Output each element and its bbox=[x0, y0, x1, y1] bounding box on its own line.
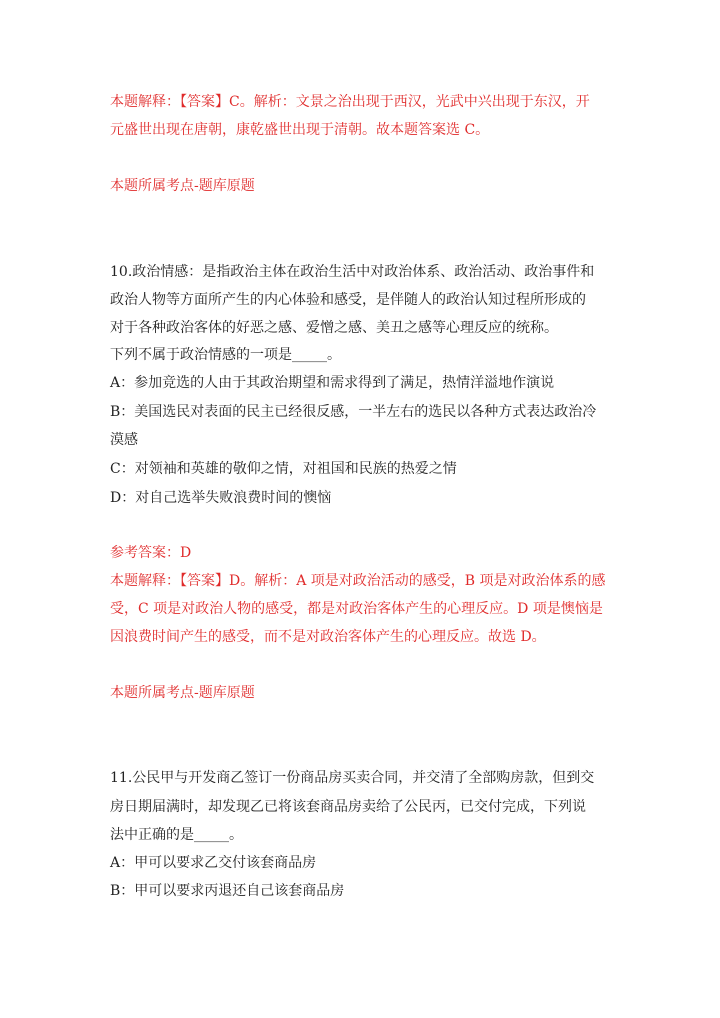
q9-source: 本题所属考点-题库原题 bbox=[110, 178, 255, 194]
q10-stem-line-1: 10.政治情感：是指政治主体在政治生活中对政治体系、政治活动、政治事件和 bbox=[110, 264, 595, 280]
q10-option-c: C：对领袖和英雄的敬仰之情，对祖国和民族的热爱之情 bbox=[110, 461, 457, 477]
q10-option-a: A：参加竞选的人由于其政治期望和需求得到了满足，热情洋溢地作演说 bbox=[110, 375, 555, 391]
q11-option-b: B：甲可以要求丙退还自己该套商品房 bbox=[110, 883, 345, 899]
q10-source: 本题所属考点-题库原题 bbox=[110, 685, 255, 701]
q10-explanation-line-1: 本题解释：【答案】D。解析：A 项是对政治活动的感受，B 项是对政治体系的感 bbox=[110, 573, 606, 589]
q10-stem-line-4: 下列不属于政治情感的一项是_____。 bbox=[110, 347, 341, 363]
q10-stem-line-3: 对于各种政治客体的好恶之感、爱憎之感、美丑之感等心理反应的统称。 bbox=[110, 320, 558, 336]
q10-answer: 参考答案：D bbox=[110, 545, 192, 561]
q9-explanation-line-2: 元盛世出现在唐朝，康乾盛世出现于清朝。故本题答案选 C。 bbox=[110, 122, 490, 138]
q10-option-b-line-2: 漠感 bbox=[110, 432, 138, 448]
q10-explanation-line-2: 受，C 项是对政治人物的感受，都是对政治客体产生的心理反应。D 项是懊恼是 bbox=[110, 601, 603, 617]
q11-option-a: A：甲可以要求乙交付该套商品房 bbox=[110, 855, 317, 871]
q10-explanation-line-3: 因浪费时间产生的感受，而不是对政治客体产生的心理反应。故选 D。 bbox=[110, 629, 546, 645]
q11-stem-line-1: 11.公民甲与开发商乙签订一份商品房买卖合同，并交清了全部购房款，但到交 bbox=[110, 770, 595, 786]
q11-stem-line-2: 房日期届满时，却发现乙已将该套商品房卖给了公民丙，已交付完成，下列说 bbox=[110, 799, 586, 815]
q11-stem-line-3: 法中正确的是_____。 bbox=[110, 827, 243, 843]
q9-explanation-line-1: 本题解释：【答案】C。解析：文景之治出现于西汉，光武中兴出现于东汉，开 bbox=[110, 94, 590, 110]
q10-option-b-line-1: B：美国选民对表面的民主已经很反感，一半左右的选民以各种方式表达政治冷 bbox=[110, 404, 597, 420]
q10-stem-line-2: 政治人物等方面所产生的内心体验和感受，是伴随人的政治认知过程所形成的 bbox=[110, 292, 586, 308]
q10-option-d: D：对自己选举失败浪费时间的懊恼 bbox=[110, 490, 332, 506]
